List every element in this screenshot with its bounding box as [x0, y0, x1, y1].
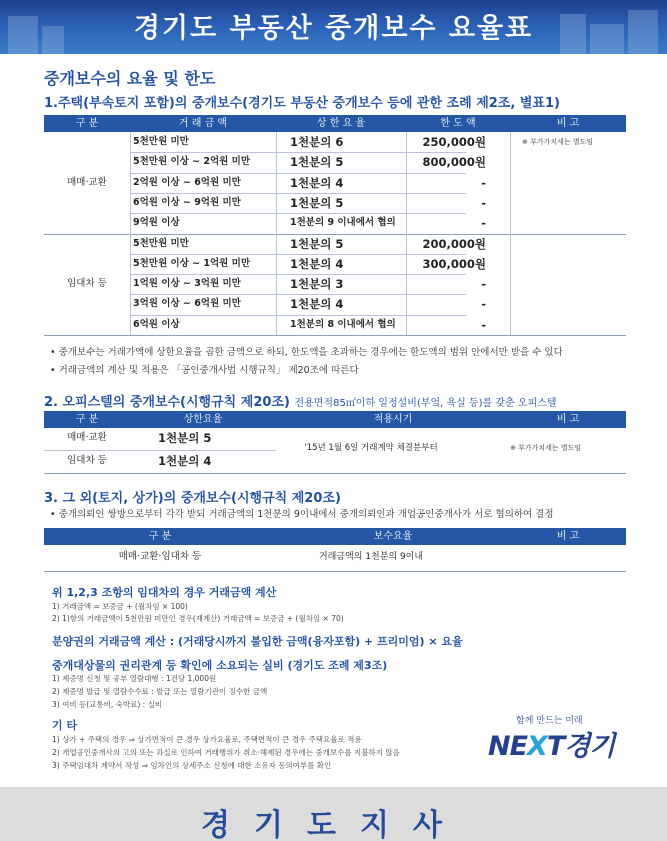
s1-amount: 5천만원 미만: [133, 237, 189, 249]
s3-row-rate: 거래금액의 1천분의 9이내: [318, 552, 424, 562]
s1-amount: 6억원 이상: [133, 318, 180, 330]
s1-limit: -: [481, 297, 486, 312]
col-remark: 비 고: [556, 531, 580, 542]
col-applied: 적용시기: [373, 414, 413, 425]
s1-rate: 1천분의 4: [290, 256, 344, 271]
header-banner: [0, 0, 667, 54]
divider: [44, 335, 626, 336]
s1-amount: 9억원 이상: [133, 217, 180, 229]
info-line: 1) 거래금액 = 보증금 + (월차임 × 100): [52, 602, 188, 611]
section1-table-header: [44, 115, 626, 132]
s3-row-label: 매매·교환·임대차 등: [118, 551, 202, 562]
col-remark: 비 고: [556, 118, 580, 129]
info-line: 1) 상가 + 주택의 경우 ⇒ 상가면적이 큰 경우 상가요율로, 주택면적이 큰 경우 주택요율로 적용: [52, 735, 362, 744]
col-amount: 거 래 금 액: [178, 118, 228, 129]
section1-title: 1.주택(부속토지 포함)의 중개보수(경기도 부동산 중개보수 등에 관한 조례 제2조, 별표1): [44, 96, 560, 111]
logo-tagline: 함께 만드는 미래: [516, 716, 583, 726]
s1-rate: 1천분의 6: [290, 135, 344, 149]
info-heading-expense: 중개대상물의 권리관계 등 확인에 소요되는 실비 (경기도 조례 제3조): [52, 659, 388, 672]
next-gyeonggi-logo: NEXT경기: [488, 731, 615, 762]
s1-rate: 1천분의 4: [290, 297, 344, 312]
info-heading-rent: 위 1,2,3 조항의 임대차의 경우 거래금액 계산: [52, 586, 277, 599]
s1-limit: 300,000원: [422, 256, 486, 271]
s1-limit: -: [481, 216, 486, 231]
col-rate: 상 한 요 율: [316, 118, 366, 129]
main-title: 중개보수의 요율 및 한도: [44, 69, 216, 88]
s1-rate: 1천분의 3: [290, 277, 344, 292]
info-line: 2) 제증명 발급 및 열람수수료 : 발급 또는 열람기관이 징수한 금액: [52, 687, 268, 696]
divider: [510, 132, 511, 335]
s2-row-rate: 1천분의 5: [158, 431, 212, 445]
s1-group-label: 임대차 등: [67, 278, 107, 290]
s1-amount: 6억원 이상 ~ 9억원 미만: [133, 196, 241, 208]
section3-table-header: [44, 528, 626, 545]
s2-row-label: 임대차 등: [67, 455, 107, 466]
s1-amount: 5천만원 이상 ~ 1억원 미만: [133, 257, 251, 269]
s1-limit: 800,000원: [422, 155, 486, 170]
divider: [44, 473, 626, 474]
s1-rate: 1천분의 5: [290, 236, 344, 251]
col-category: 구 분: [75, 118, 99, 129]
divider: [44, 571, 626, 572]
col-limit: 한 도 액: [440, 118, 476, 129]
col-rate: 보수요율: [373, 531, 413, 542]
s1-limit: 200,000원: [422, 236, 486, 251]
s1-limit: -: [481, 195, 486, 210]
s1-limit: -: [481, 175, 486, 190]
divider: [406, 132, 407, 335]
s1-limit: 250,000원: [422, 135, 486, 149]
s1-amount: 5천만원 이상 ~ 2억원 미만: [133, 156, 251, 168]
section3-bullet: • 중개의뢰인 쌍방으로부터 각각 받되 거래금액의 1천분의 9이내에서 중개의뢰인과 개업공인중개사가 서로 협의하여 결정: [50, 509, 554, 520]
divider: [130, 132, 131, 335]
col-category: 구 분: [75, 414, 99, 425]
info-line: 3) 주택임대차 계약서 작성 ⇒ 임차인의 상세주소 신청에 대한 소유자 동의여부를 확인: [52, 761, 332, 770]
s1-amount: 1억원 이상 ~ 3억원 미만: [133, 278, 241, 290]
col-rate: 상한요율: [183, 414, 223, 425]
s1-limit: -: [481, 317, 486, 332]
info-heading-etc: 기 타: [52, 719, 78, 732]
s1-rate: 1천분의 9 이내에서 협의: [290, 217, 396, 229]
s1-rate: 1천분의 8 이내에서 협의: [290, 318, 396, 330]
col-category: 구 분: [148, 531, 172, 542]
section1-bullet: • 거래금액의 계산 및 적용은 「공인중개사법 시행규칙」 제20조에 따른다: [50, 365, 359, 376]
s2-applied: '15년 1월 6일 거래계약 체결분부터: [304, 443, 438, 453]
s1-amount: 5천만원 미만: [133, 136, 189, 147]
s1-rate: 1천분의 5: [290, 155, 344, 170]
s1-amount: 2억원 이상 ~ 6억원 미만: [133, 176, 241, 188]
s1-note: ※ 부가가치세는 별도임: [522, 138, 594, 146]
footer-title: 경기도지사: [201, 808, 466, 841]
s1-rate: 1천분의 4: [290, 175, 344, 190]
s2-note: ※ 부가가치세는 별도임: [510, 444, 582, 452]
info-heading-presale: 분양권의 거래금액 계산 : (거래당시까지 불입한 금액(융자포함) + 프리미엄) × 요율: [52, 635, 463, 648]
section2-table-header: [44, 411, 626, 428]
section2-subtitle: 전용면적85㎡이하 일정설비(부엌, 욕실 등)를 갖춘 오피스텔: [294, 398, 557, 409]
page-title: 경기도 부동산 중개보수 요율표: [133, 13, 534, 44]
section1-bullet: • 중개보수는 거래가액에 상한요율을 곱한 금액으로 하되, 한도액을 초과하는 경우에는 한도액의 범위 안에서만 받을 수 있다: [50, 347, 563, 358]
info-line: 2) 1)항의 거래금액이 5천만원 미만인 경우(재계산) 거래금액 = 보증금 + (월차임 × 70): [52, 614, 344, 623]
s1-amount: 3억원 이상 ~ 6억원 미만: [133, 298, 241, 310]
divider: [276, 132, 277, 335]
s2-row-rate: 1천분의 4: [158, 454, 212, 468]
section3-title: 3. 그 외(토지, 상가)의 중개보수(시행규칙 제20조): [44, 491, 341, 506]
s2-row-label: 매매·교환: [67, 432, 107, 443]
info-line: 2) 개업공인중개사의 고의 또는 과실로 인하여 거래행위가 취소·해제된 경우에는 중개보수를 지불하지 않음: [52, 748, 400, 757]
s1-group-label: 매매·교환: [67, 176, 107, 188]
s1-limit: -: [481, 277, 486, 292]
col-remark: 비 고: [556, 414, 580, 425]
info-line: 3) 여비 등(교통비, 숙박료) : 실비: [52, 700, 163, 709]
section2-title: 2. 오피스텔의 중개보수(시행규칙 제20조) 전용면적85㎡이하 일정설비(부엌, 욕실 등)를 갖춘 오피스텔: [44, 395, 557, 410]
s1-rate: 1천분의 5: [290, 195, 344, 210]
info-line: 1) 제증명 신청 및 공부 열람대행 : 1건당 1,000원: [52, 674, 217, 683]
